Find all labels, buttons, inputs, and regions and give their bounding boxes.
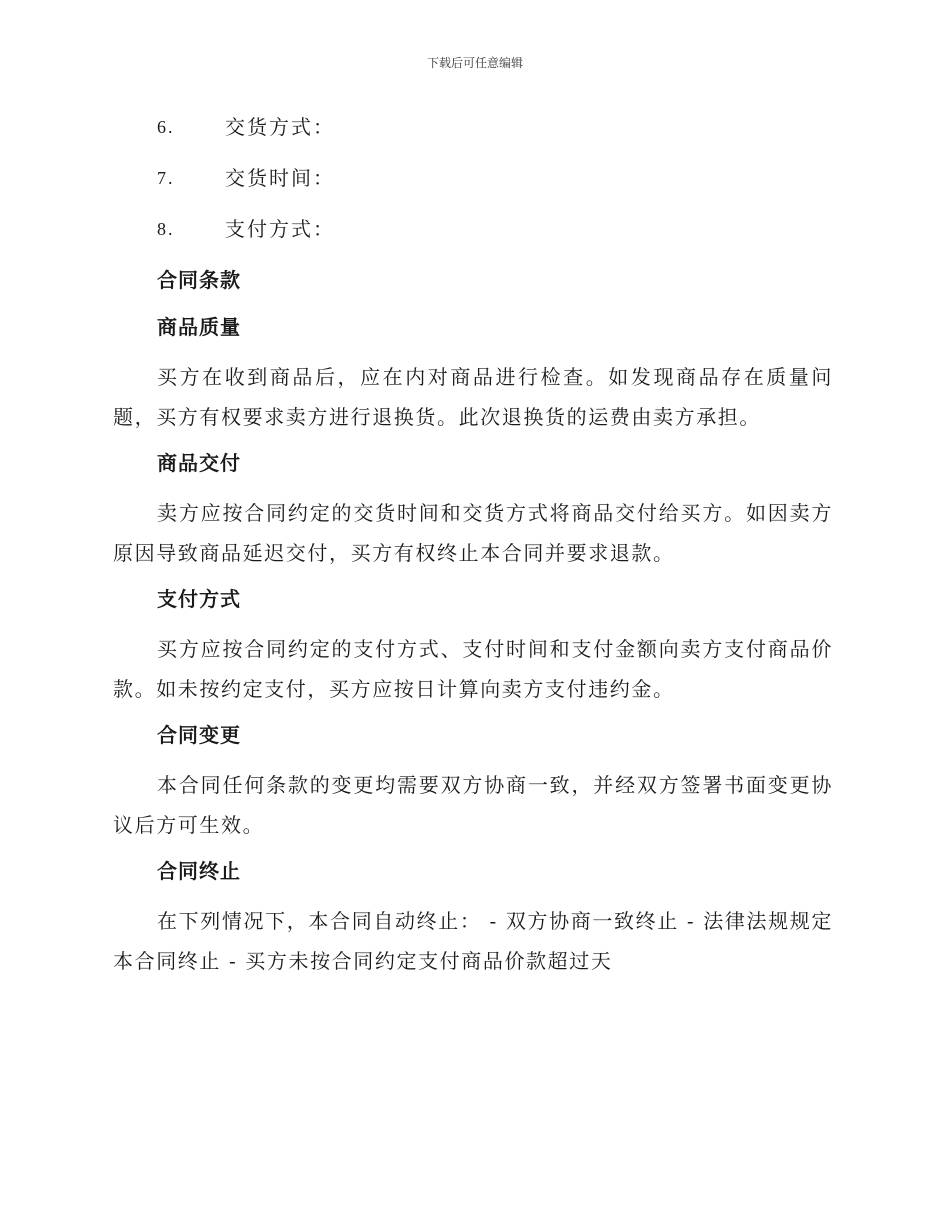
section-heading-payment: 支付方式: [157, 587, 241, 611]
list-item: [113, 110, 833, 161]
page-header: 下载后可任意编辑: [426, 56, 523, 70]
section-heading-termination: 合同终止: [157, 859, 241, 883]
section-body-quality: 买方在收到商品后，应在内对商品进行检查。如发现商品存在质量问题，买方有权要求卖方进行退换货。此次退换货的运费由卖方承担。: [113, 365, 833, 429]
section-body-payment: 买方应按合同约定的支付方式、支付时间和支付金额向卖方支付商品价款。如未按约定支付，买方应按日计算向卖方支付违约金。: [113, 637, 833, 701]
section-heading-quality: 商品质量: [157, 315, 241, 339]
section-body-change: 本合同任何条款的变更均需要双方协商一致，并经双方签署书面变更协议后方可生效。: [113, 773, 833, 837]
list-text: 交货时间：: [225, 166, 335, 190]
document-body: [113, 110, 833, 990]
list-number: 6.: [157, 117, 175, 137]
list-item: [113, 212, 833, 263]
section-heading-change: 合同变更: [157, 723, 241, 747]
section-body-termination: 在下列情况下，本合同自动终止： - 双方协商一致终止 - 法律法规规定本合同终止 - 买方未按合同约定支付商品价款超过天: [113, 909, 833, 973]
list-text: 支付方式：: [225, 217, 335, 241]
list-text: 交货方式：: [225, 115, 335, 139]
list-number: 7.: [157, 168, 175, 188]
list-number: 8.: [157, 219, 175, 239]
section-heading-delivery: 商品交付: [157, 451, 241, 475]
section-body-delivery: 卖方应按合同约定的交货时间和交货方式将商品交付给买方。如因卖方原因导致商品延迟交付，买方有权终止本合同并要求退款。: [113, 501, 833, 565]
section-title: 合同条款: [157, 268, 241, 292]
list-item: [113, 161, 833, 212]
